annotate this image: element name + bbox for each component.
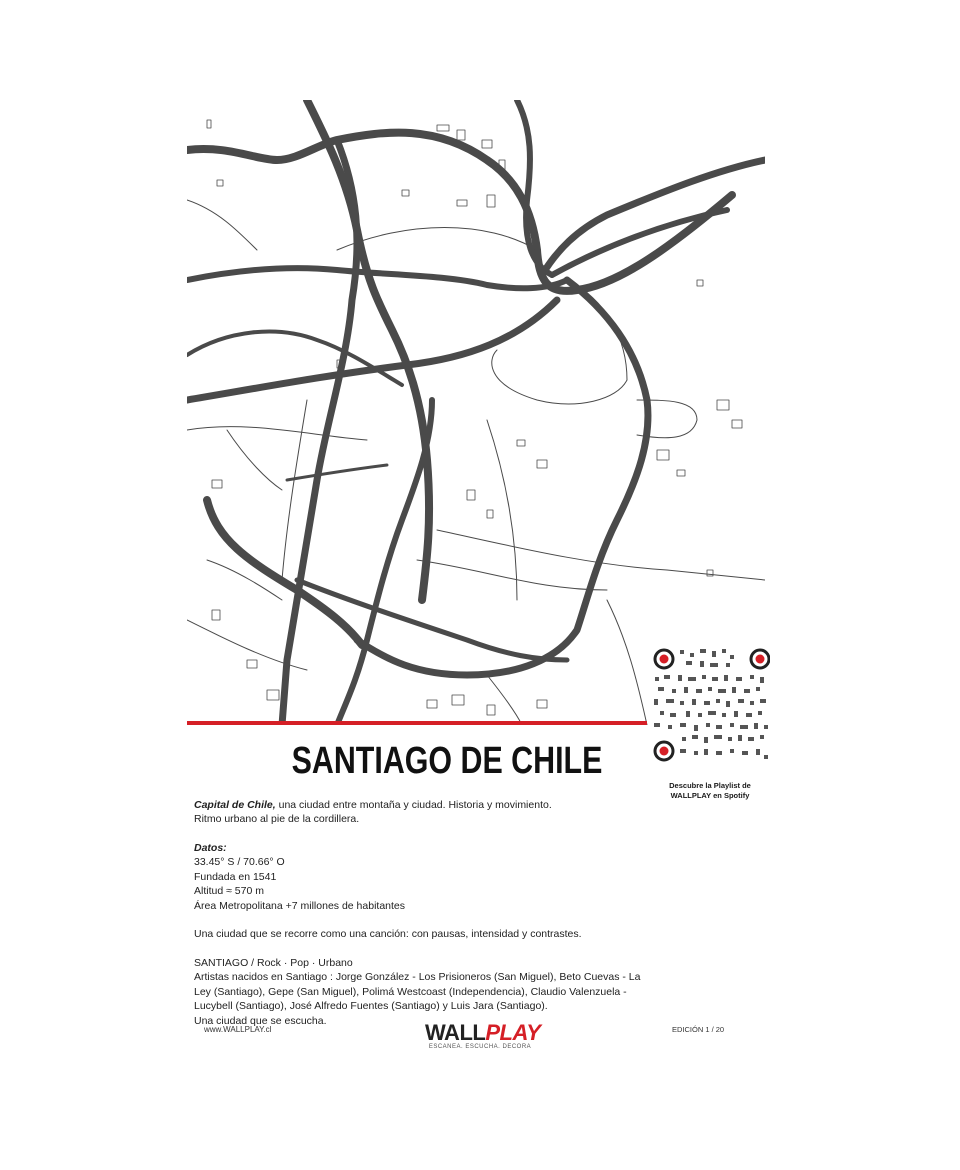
intro-lead: Capital de Chile,: [194, 799, 276, 811]
intro-line-2: Ritmo urbano al pie de la cordillera.: [194, 813, 360, 826]
genres: SANTIAGO / Rock · Pop · Urbano: [194, 956, 353, 969]
intro-rest: una ciudad entre montaña y ciudad. Historia y movimiento.: [275, 799, 552, 811]
qr-code-graphic: [650, 645, 770, 765]
datos-item: Altitud ≈ 570 m: [194, 885, 264, 898]
datos-item: 33.45° S / 70.66° O: [194, 856, 285, 869]
poster-description: [194, 798, 654, 1028]
city-map: [187, 100, 765, 725]
accent-divider: [187, 721, 647, 725]
website-link[interactable]: www.WALLPLAY.cl: [204, 1025, 272, 1034]
logo-tagline: ESCANEA. ESCUCHA. DECORA: [428, 1044, 532, 1050]
qr-caption-line: Descubre la Playlist de: [669, 781, 751, 790]
logo-play: PLAY: [485, 1020, 541, 1045]
closing-line: Una ciudad que se escucha.: [194, 1014, 327, 1027]
spotify-qr-code[interactable]: [650, 645, 770, 765]
logo-wall: WALL: [425, 1020, 486, 1045]
wallplay-logo: [425, 1020, 541, 1050]
datos-item: Fundada en 1541: [194, 870, 277, 883]
street-map-graphic: [187, 100, 765, 725]
qr-caption-line: WALLPLAY en Spotify: [670, 791, 750, 801]
intro-paragraph: [194, 798, 654, 812]
artists: Artistas nacidos en Santiago : Jorge González - Los Prisioneros (San Miguel), Beto Cuevas - La Ley (Santiago), Gepe (San Miguel), Polimá Westcoast (Independencia), Claudio Valenzuela - Lucybell (Santiago), José Alfredo Fuentes (Santiago) y Luis Jara (Santiago).: [194, 971, 641, 1013]
edition-label: EDICIÓN 1 / 20: [672, 1025, 725, 1034]
qr-caption: [645, 781, 775, 801]
datos-heading: Datos:: [194, 841, 227, 854]
tagline: Una ciudad que se recorre como una canción: con pausas, intensidad y contrastes.: [194, 928, 582, 941]
datos-item: Área Metropolitana +7 millones de habitantes: [194, 899, 406, 912]
poster-title: SANTIAGO DE CHILE: [291, 740, 603, 782]
